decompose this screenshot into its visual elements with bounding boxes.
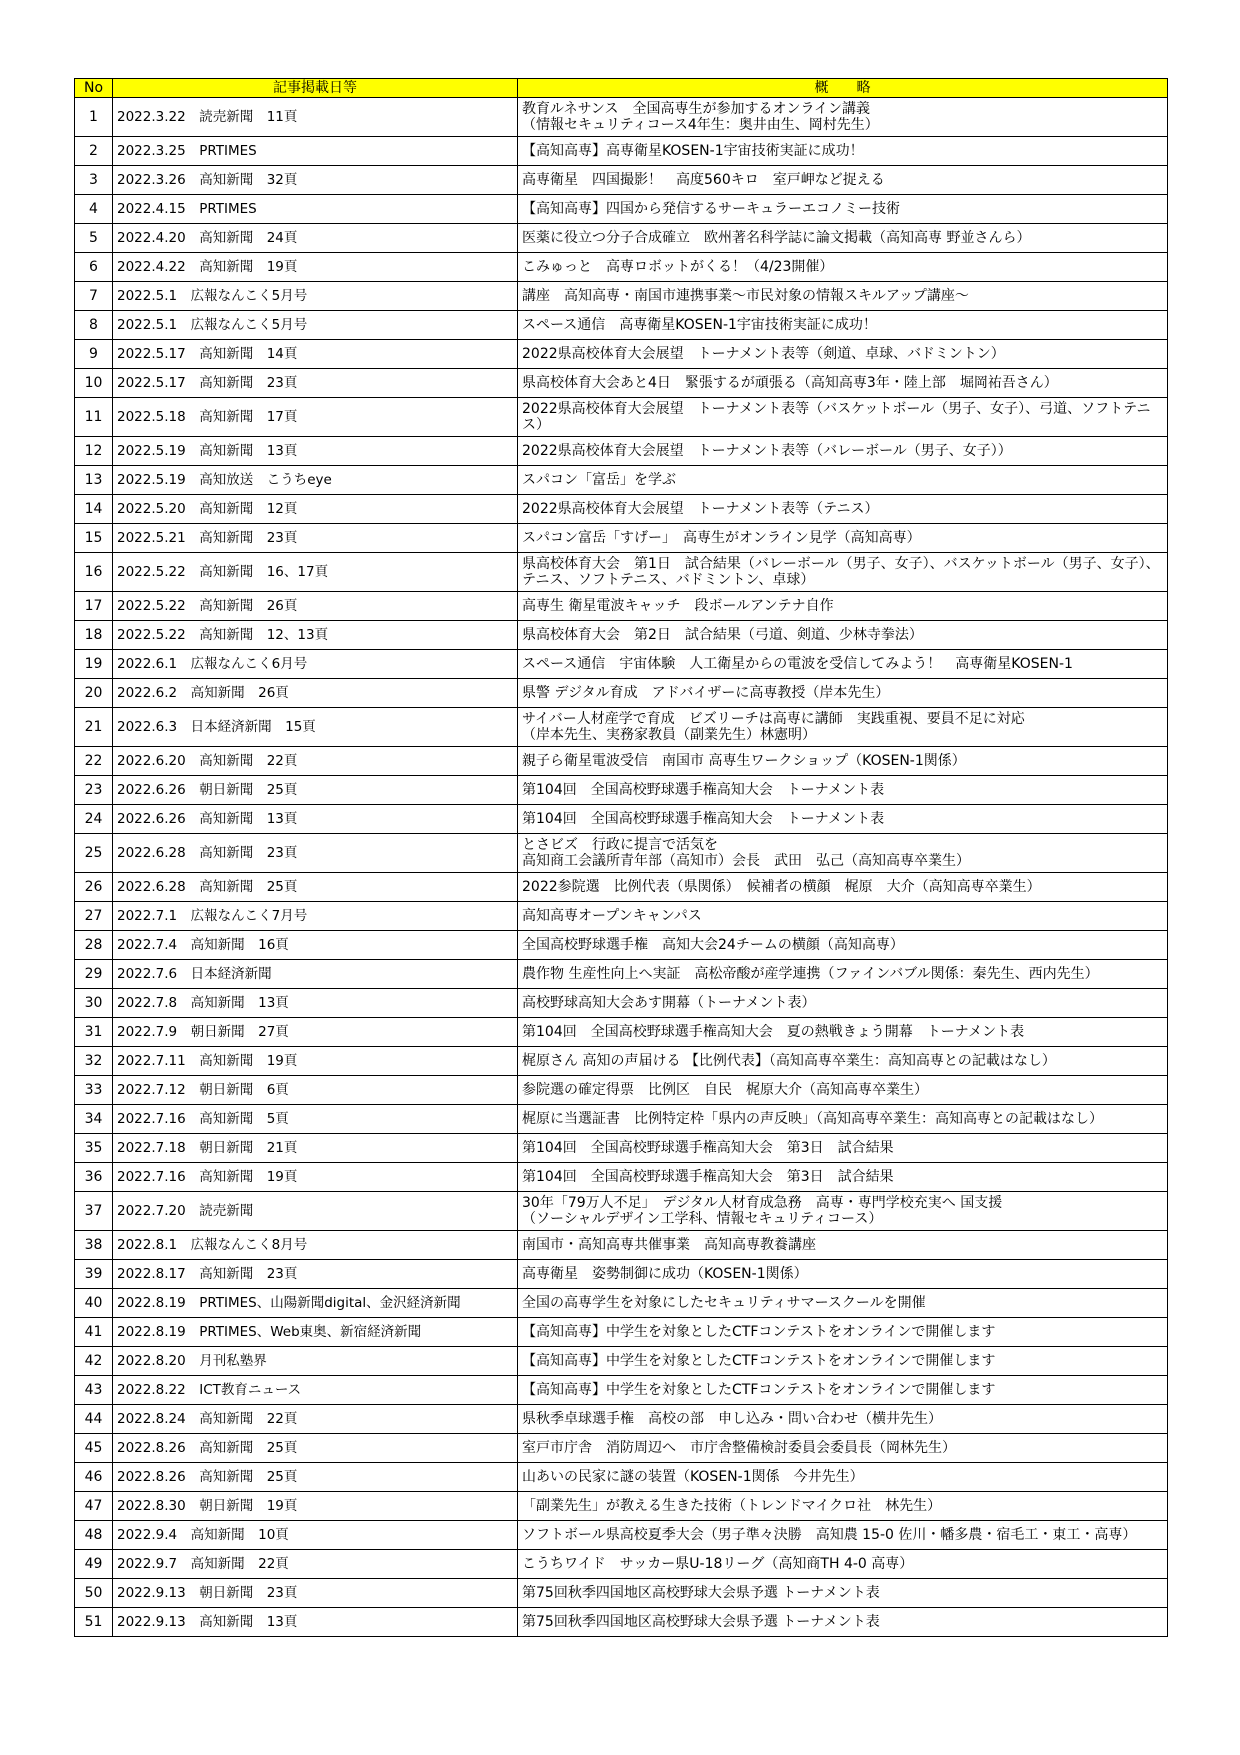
table-row: [75, 1434, 1168, 1463]
table-row: [75, 834, 1168, 873]
cell-summary: 親子ら衛星電波受信 南国市 高専生ワークショップ（KOSEN-1関係）: [518, 747, 1168, 776]
table-row: [75, 679, 1168, 708]
cell-summary: 梶原に当選証書 比例特定枠「県内の声反映」（高知高専卒業生：高知高専との記載はなし）: [518, 1105, 1168, 1134]
table-row: [75, 1231, 1168, 1260]
cell-summary: 【高知高専】四国から発信するサーキュラーエコノミー技術: [518, 195, 1168, 224]
table-row: [75, 437, 1168, 466]
table-row: [75, 1608, 1168, 1637]
cell-summary: 【高知高専】中学生を対象としたCTFコンテストをオンラインで開催します: [518, 1347, 1168, 1376]
table-row: [75, 166, 1168, 195]
cell-summary: 2022県高校体育大会展望 トーナメント表等（バレーボール（男子、女子））: [518, 437, 1168, 466]
cell-date: 2022.6.2 高知新聞 26頁: [113, 679, 518, 708]
cell-summary: 山あいの民家に謎の装置（KOSEN-1関係 今井先生）: [518, 1463, 1168, 1492]
cell-date: 2022.5.22 高知新聞 12、13頁: [113, 621, 518, 650]
cell-date: 2022.7.16 高知新聞 19頁: [113, 1163, 518, 1192]
cell-date: 2022.7.18 朝日新聞 21頁: [113, 1134, 518, 1163]
header-no: No: [75, 79, 113, 98]
table-row: [75, 1347, 1168, 1376]
cell-summary: スパコン「富岳」を学ぶ: [518, 466, 1168, 495]
cell-no: 29: [75, 960, 113, 989]
cell-date: 2022.7.6 日本経済新聞: [113, 960, 518, 989]
cell-date: 2022.7.9 朝日新聞 27頁: [113, 1018, 518, 1047]
cell-no: 3: [75, 166, 113, 195]
cell-no: 13: [75, 466, 113, 495]
cell-date: 2022.7.4 高知新聞 16頁: [113, 931, 518, 960]
cell-summary: こみゅっと 高専ロボットがくる！（4/23開催）: [518, 253, 1168, 282]
table-row: [75, 1047, 1168, 1076]
cell-no: 45: [75, 1434, 113, 1463]
table-row: [75, 369, 1168, 398]
table-row: [75, 1521, 1168, 1550]
table-row: [75, 195, 1168, 224]
table-row: [75, 137, 1168, 166]
cell-date: 2022.6.3 日本経済新聞 15頁: [113, 708, 518, 747]
cell-summary: 高専衛星 四国撮影！ 高度560キロ 室戸岬など捉える: [518, 166, 1168, 195]
cell-summary: 2022県高校体育大会展望 トーナメント表等（テニス）: [518, 495, 1168, 524]
table-row: [75, 1134, 1168, 1163]
cell-date: 2022.5.19 高知新聞 13頁: [113, 437, 518, 466]
cell-summary: 2022県高校体育大会展望 トーナメント表等（バスケットボール（男子、女子）、弓道、ソフトテニス）: [518, 398, 1168, 437]
table-row: [75, 650, 1168, 679]
cell-summary: 第104回 全国高校野球選手権高知大会 第3日 試合結果: [518, 1163, 1168, 1192]
cell-date: 2022.5.20 高知新聞 12頁: [113, 495, 518, 524]
cell-summary: 【高知高専】中学生を対象としたCTFコンテストをオンラインで開催します: [518, 1318, 1168, 1347]
cell-date: 2022.9.13 朝日新聞 23頁: [113, 1579, 518, 1608]
cell-summary: 30年「79万人不足」 デジタル人材育成急務 高専・専門学校充実へ 国支援 （ソーシャルデザイン工学科、情報セキュリティコース）: [518, 1192, 1168, 1231]
table-row: [75, 931, 1168, 960]
cell-summary: 第75回秋季四国地区高校野球大会県予選 トーナメント表: [518, 1608, 1168, 1637]
cell-date: 2022.8.24 高知新聞 22頁: [113, 1405, 518, 1434]
table-row: [75, 340, 1168, 369]
cell-date: 2022.7.16 高知新聞 5頁: [113, 1105, 518, 1134]
table-row: [75, 805, 1168, 834]
cell-no: 46: [75, 1463, 113, 1492]
cell-date: 2022.8.19 PRTIMES、山陽新聞digital、金沢経済新聞: [113, 1289, 518, 1318]
cell-no: 21: [75, 708, 113, 747]
cell-no: 6: [75, 253, 113, 282]
cell-date: 2022.6.28 高知新聞 25頁: [113, 873, 518, 902]
cell-summary: 県秋季卓球選手権 高校の部 申し込み・問い合わせ（横井先生）: [518, 1405, 1168, 1434]
cell-summary: 高知高専オープンキャンパス: [518, 902, 1168, 931]
cell-no: 23: [75, 776, 113, 805]
table-row: [75, 1192, 1168, 1231]
cell-no: 47: [75, 1492, 113, 1521]
cell-summary: 県高校体育大会あと4日 緊張するが頑張る（高知高専3年・陸上部 堀岡祐吾さん）: [518, 369, 1168, 398]
cell-date: 2022.5.19 高知放送 こうちeye: [113, 466, 518, 495]
header-row: [75, 79, 1168, 98]
cell-date: 2022.5.21 高知新聞 23頁: [113, 524, 518, 553]
table-row: [75, 466, 1168, 495]
table-row: [75, 1318, 1168, 1347]
cell-summary: 第104回 全国高校野球選手権高知大会 トーナメント表: [518, 805, 1168, 834]
cell-summary: スペース通信 宇宙体験 人工衛星からの電波を受信してみよう！ 高専衛星KOSEN-1: [518, 650, 1168, 679]
cell-no: 51: [75, 1608, 113, 1637]
cell-summary: 参院選の確定得票 比例区 自民 梶原大介（高知高専卒業生）: [518, 1076, 1168, 1105]
table-row: [75, 747, 1168, 776]
cell-summary: ソフトボール県高校夏季大会（男子準々決勝 高知農 15-0 佐川・幡多農・宿毛工・東工・高専）: [518, 1521, 1168, 1550]
cell-date: 2022.8.17 高知新聞 23頁: [113, 1260, 518, 1289]
cell-no: 50: [75, 1579, 113, 1608]
cell-summary: 南国市・高知高専共催事業 高知高専教養講座: [518, 1231, 1168, 1260]
table-row: [75, 1492, 1168, 1521]
cell-date: 2022.6.1 広報なんこく6月号: [113, 650, 518, 679]
cell-no: 14: [75, 495, 113, 524]
cell-summary: 教育ルネサンス 全国高専生が参加するオンライン講義 （情報セキュリティコース4年生：奥井由生、岡村先生）: [518, 98, 1168, 137]
cell-summary: 高専生 衛星電波キャッチ 段ボールアンテナ自作: [518, 592, 1168, 621]
table-row: [75, 398, 1168, 437]
cell-summary: とさビズ 行政に提言で活気を 高知商工会議所青年部（高知市）会長 武田 弘己（高知高専卒業生）: [518, 834, 1168, 873]
cell-no: 27: [75, 902, 113, 931]
cell-no: 1: [75, 98, 113, 137]
cell-no: 16: [75, 553, 113, 592]
cell-summary: サイバー人材産学で育成 ビズリーチは高専に講師 実践重視、要員不足に対応 （岸本先生、実務家教員（副業先生）林憲明）: [518, 708, 1168, 747]
cell-date: 2022.5.1 広報なんこく5月号: [113, 282, 518, 311]
cell-no: 42: [75, 1347, 113, 1376]
table-row: [75, 592, 1168, 621]
table-row: [75, 902, 1168, 931]
cell-no: 25: [75, 834, 113, 873]
cell-date: 2022.4.20 高知新聞 24頁: [113, 224, 518, 253]
cell-date: 2022.5.22 高知新聞 16、17頁: [113, 553, 518, 592]
cell-date: 2022.7.20 読売新聞: [113, 1192, 518, 1231]
cell-no: 38: [75, 1231, 113, 1260]
cell-no: 31: [75, 1018, 113, 1047]
table-row: [75, 708, 1168, 747]
cell-date: 2022.8.26 高知新聞 25頁: [113, 1434, 518, 1463]
cell-date: 2022.4.15 PRTIMES: [113, 195, 518, 224]
cell-no: 30: [75, 989, 113, 1018]
cell-date: 2022.7.12 朝日新聞 6頁: [113, 1076, 518, 1105]
table-body: [75, 98, 1168, 1637]
table-row: [75, 960, 1168, 989]
cell-no: 44: [75, 1405, 113, 1434]
table-row: [75, 253, 1168, 282]
cell-date: 2022.9.13 高知新聞 13頁: [113, 1608, 518, 1637]
cell-summary: 全国の高専学生を対象にしたセキュリティサマースクールを開催: [518, 1289, 1168, 1318]
table-row: [75, 311, 1168, 340]
table-row: [75, 1105, 1168, 1134]
cell-date: 2022.5.22 高知新聞 26頁: [113, 592, 518, 621]
cell-date: 2022.8.20 月刊私塾界: [113, 1347, 518, 1376]
cell-date: 2022.6.26 高知新聞 13頁: [113, 805, 518, 834]
cell-no: 10: [75, 369, 113, 398]
cell-summary: 全国高校野球選手権 高知大会24チームの横顔（高知高専）: [518, 931, 1168, 960]
table-row: [75, 989, 1168, 1018]
cell-no: 35: [75, 1134, 113, 1163]
cell-date: 2022.9.7 高知新聞 22頁: [113, 1550, 518, 1579]
table-row: [75, 1260, 1168, 1289]
cell-summary: スパコン富岳「すげー」 高専生がオンライン見学（高知高専）: [518, 524, 1168, 553]
cell-no: 17: [75, 592, 113, 621]
cell-date: 2022.6.26 朝日新聞 25頁: [113, 776, 518, 805]
cell-no: 41: [75, 1318, 113, 1347]
cell-no: 37: [75, 1192, 113, 1231]
cell-summary: 第104回 全国高校野球選手権高知大会 夏の熱戦きょう開幕 トーナメント表: [518, 1018, 1168, 1047]
cell-summary: スペース通信 高専衛星KOSEN-1宇宙技術実証に成功！: [518, 311, 1168, 340]
cell-no: 49: [75, 1550, 113, 1579]
cell-no: 32: [75, 1047, 113, 1076]
cell-date: 2022.8.1 広報なんこく8月号: [113, 1231, 518, 1260]
cell-date: 2022.7.11 高知新聞 19頁: [113, 1047, 518, 1076]
cell-date: 2022.8.26 高知新聞 25頁: [113, 1463, 518, 1492]
cell-no: 12: [75, 437, 113, 466]
cell-summary: 【高知高専】高専衛星KOSEN-1宇宙技術実証に成功！: [518, 137, 1168, 166]
cell-no: 22: [75, 747, 113, 776]
table-row: [75, 1405, 1168, 1434]
cell-date: 2022.3.22 読売新聞 11頁: [113, 98, 518, 137]
cell-no: 7: [75, 282, 113, 311]
cell-summary: 高校野球高知大会あす開幕（トーナメント表）: [518, 989, 1168, 1018]
cell-no: 34: [75, 1105, 113, 1134]
cell-date: 2022.8.22 ICT教育ニュース: [113, 1376, 518, 1405]
table-row: [75, 1463, 1168, 1492]
cell-summary: 第104回 全国高校野球選手権高知大会 第3日 試合結果: [518, 1134, 1168, 1163]
cell-no: 20: [75, 679, 113, 708]
cell-no: 43: [75, 1376, 113, 1405]
cell-summary: 高専衛星 姿勢制御に成功（KOSEN-1関係）: [518, 1260, 1168, 1289]
table-row: [75, 224, 1168, 253]
cell-summary: 医薬に役立つ分子合成確立 欧州著名科学誌に論文掲載（高知高専 野並さんら）: [518, 224, 1168, 253]
cell-summary: こうちワイド サッカー県U-18リーグ（高知商TH 4-0 高専）: [518, 1550, 1168, 1579]
cell-no: 9: [75, 340, 113, 369]
cell-no: 2: [75, 137, 113, 166]
cell-summary: 県高校体育大会 第1日 試合結果（バレーボール（男子、女子）、バスケットボール（男子、女子）、テニス、ソフトテニス、バドミントン、卓球）: [518, 553, 1168, 592]
cell-date: 2022.9.4 高知新聞 10頁: [113, 1521, 518, 1550]
cell-summary: 第104回 全国高校野球選手権高知大会 トーナメント表: [518, 776, 1168, 805]
cell-summary: 「副業先生」が教える生きた技術（トレンドマイクロ社 林先生）: [518, 1492, 1168, 1521]
cell-no: 48: [75, 1521, 113, 1550]
cell-date: 2022.8.30 朝日新聞 19頁: [113, 1492, 518, 1521]
cell-summary: 梶原さん 高知の声届ける 【比例代表】（高知高専卒業生：高知高専との記載はなし）: [518, 1047, 1168, 1076]
cell-summary: 県警 デジタル育成 アドバイザーに高専教授（岸本先生）: [518, 679, 1168, 708]
cell-no: 18: [75, 621, 113, 650]
header-summary: 概 略: [518, 79, 1168, 98]
table-row: [75, 1579, 1168, 1608]
cell-date: 2022.6.28 高知新聞 23頁: [113, 834, 518, 873]
cell-date: 2022.5.18 高知新聞 17頁: [113, 398, 518, 437]
cell-no: 36: [75, 1163, 113, 1192]
cell-summary: 県高校体育大会 第2日 試合結果（弓道、剣道、少林寺拳法）: [518, 621, 1168, 650]
cell-date: 2022.7.8 高知新聞 13頁: [113, 989, 518, 1018]
cell-summary: 2022参院選 比例代表（県関係） 候補者の横顔 梶原 大介（高知高専卒業生）: [518, 873, 1168, 902]
cell-date: 2022.5.17 高知新聞 14頁: [113, 340, 518, 369]
cell-summary: 室戸市庁舎 消防周辺へ 市庁舎整備検討委員会委員長（岡林先生）: [518, 1434, 1168, 1463]
cell-date: 2022.5.1 広報なんこく5月号: [113, 311, 518, 340]
table-row: [75, 553, 1168, 592]
cell-date: 2022.4.22 高知新聞 19頁: [113, 253, 518, 282]
cell-no: 5: [75, 224, 113, 253]
cell-summary: 2022県高校体育大会展望 トーナメント表等（剣道、卓球、バドミントン）: [518, 340, 1168, 369]
cell-no: 24: [75, 805, 113, 834]
cell-no: 15: [75, 524, 113, 553]
cell-date: 2022.5.17 高知新聞 23頁: [113, 369, 518, 398]
table-row: [75, 1076, 1168, 1105]
cell-no: 26: [75, 873, 113, 902]
cell-date: 2022.6.20 高知新聞 22頁: [113, 747, 518, 776]
header-date: 記事掲載日等: [113, 79, 518, 98]
table-row: [75, 495, 1168, 524]
articles-table: [74, 78, 1168, 1637]
cell-date: 2022.7.1 広報なんこく7月号: [113, 902, 518, 931]
table-row: [75, 524, 1168, 553]
cell-no: 4: [75, 195, 113, 224]
cell-summary: 【高知高専】中学生を対象としたCTFコンテストをオンラインで開催します: [518, 1376, 1168, 1405]
cell-date: 2022.3.26 高知新聞 32頁: [113, 166, 518, 195]
table-row: [75, 776, 1168, 805]
table-row: [75, 282, 1168, 311]
cell-no: 11: [75, 398, 113, 437]
cell-summary: 講座 高知高専・南国市連携事業～市民対象の情報スキルアップ講座～: [518, 282, 1168, 311]
table-row: [75, 1289, 1168, 1318]
cell-no: 39: [75, 1260, 113, 1289]
table-row: [75, 621, 1168, 650]
table-row: [75, 1018, 1168, 1047]
cell-no: 28: [75, 931, 113, 960]
table-row: [75, 1550, 1168, 1579]
table-row: [75, 873, 1168, 902]
table-row: [75, 1376, 1168, 1405]
cell-no: 19: [75, 650, 113, 679]
cell-summary: 第75回秋季四国地区高校野球大会県予選 トーナメント表: [518, 1579, 1168, 1608]
cell-no: 8: [75, 311, 113, 340]
cell-date: 2022.8.19 PRTIMES、Web東奥、新宿経済新聞: [113, 1318, 518, 1347]
table-row: [75, 1163, 1168, 1192]
cell-date: 2022.3.25 PRTIMES: [113, 137, 518, 166]
cell-no: 33: [75, 1076, 113, 1105]
cell-no: 40: [75, 1289, 113, 1318]
table-row: [75, 98, 1168, 137]
cell-summary: 農作物 生産性向上へ実証 高松帝酸が産学連携（ファインバブル関係：秦先生、西内先生）: [518, 960, 1168, 989]
